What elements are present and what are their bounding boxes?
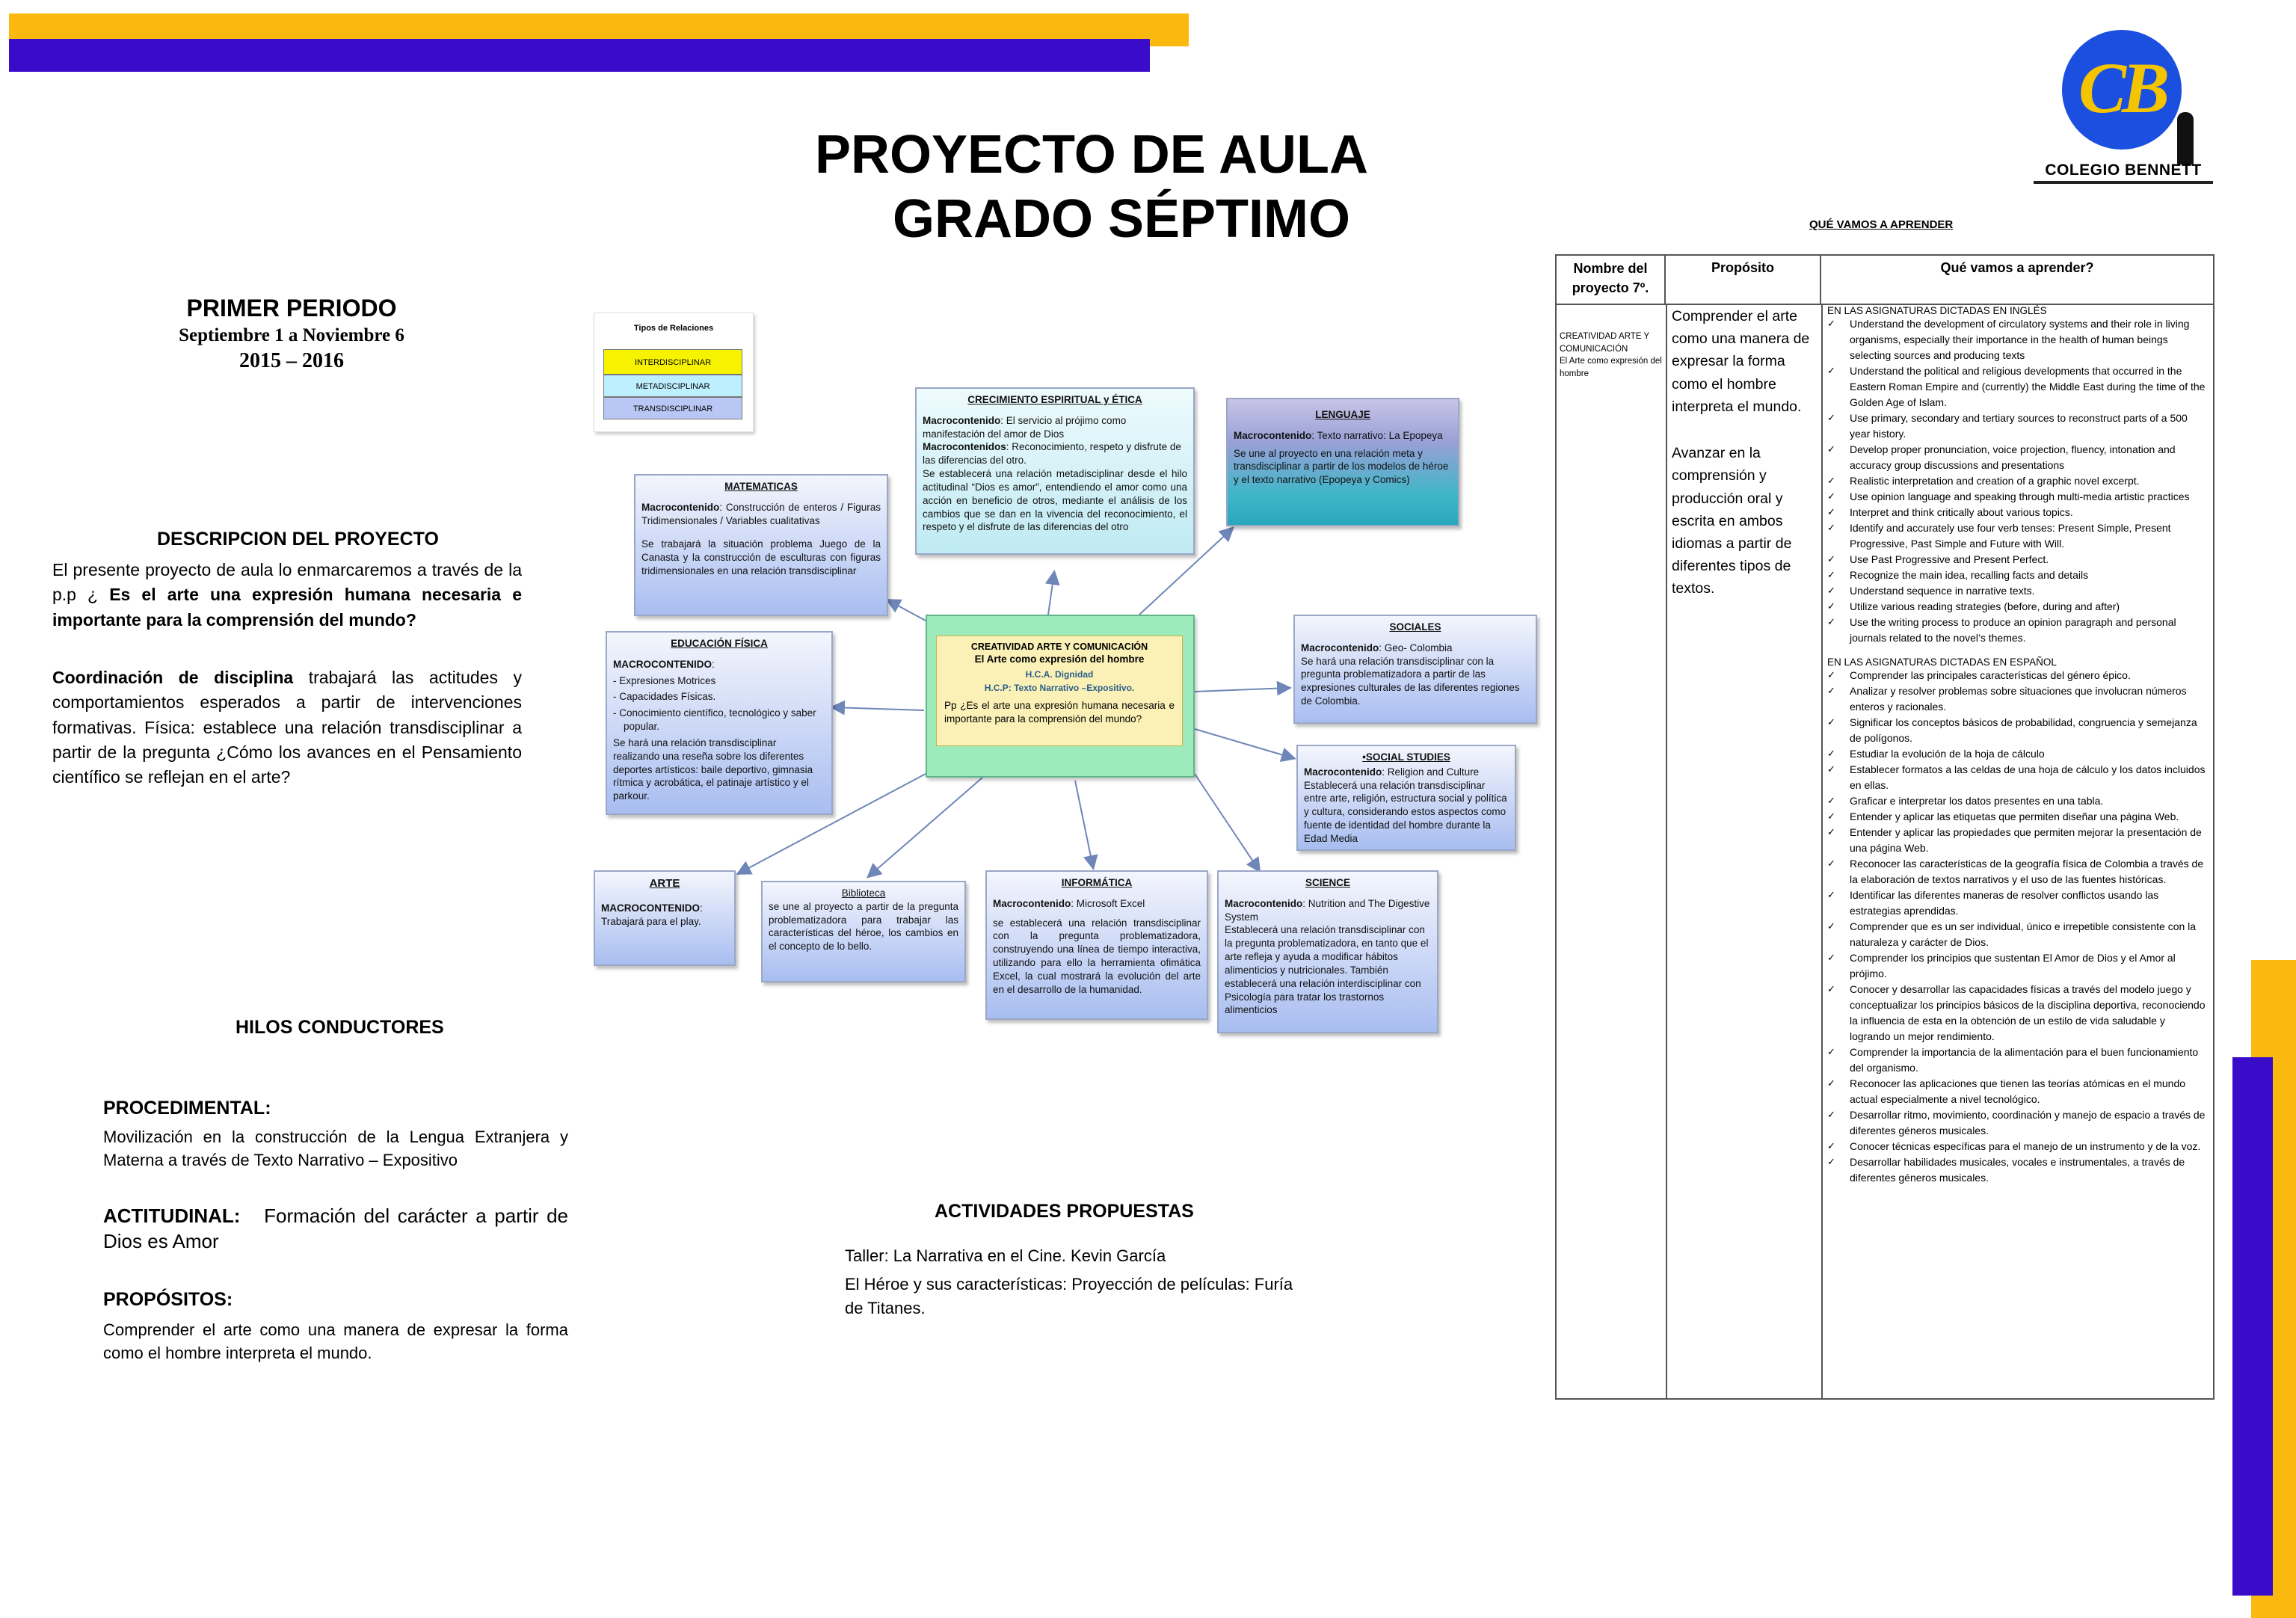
sociales-text: Se hará una relación transdisciplinar con la pregunta problematizadora a partir de las expresiones culturales de las diferentes regiones de Colombia. xyxy=(1301,655,1520,707)
legend-title: Tipos de Relaciones xyxy=(633,324,714,333)
box-science xyxy=(1217,870,1438,1033)
sociales-macro: Macrocontenido: Geo- Colombia xyxy=(1301,642,1453,653)
biblioteca-text: se une al proyecto a partir de la pregunta problematizadora para trabajar las características del héroe, los cambios en el concepto de lo bello. xyxy=(769,900,958,953)
science-title: SCIENCE xyxy=(1305,877,1350,888)
spanish-item: ✓ Graficar e interpretar los datos presentes en una tabla. xyxy=(1827,793,2209,809)
arrow-to-sociales xyxy=(1195,688,1289,692)
project-name-cell xyxy=(1560,330,1663,381)
science-text: Establecerá una relación transdisciplinar con la pregunta problematizadora, en tanto que el arte refleja y ayuda a modificar hábitos alimenticios y nutricionales. También establecerá una relación interdisciplinar con Psicología para tratar los trastornos alimenticios xyxy=(1225,924,1429,1016)
purpose-2: Avanzar en la comprensión y producción oral y escrita en ambos idiomas a partir de diferentes tipos de textos. xyxy=(1672,445,1792,597)
spanish-item: ✓ Estudiar la evolución de la hoja de cálculo xyxy=(1827,746,2209,762)
spanish-heading: EN LAS ASIGNATURAS DICTADAS EN ESPAÑOL xyxy=(1827,656,2057,668)
crecimiento-text: Se establecerá una relación metadisciplinar desde el hilo actitudinal “Dios es amor”, entendiendo el amor como una acción en beneficio de otros, mediante el análisis de los cambios que se dan en la vivencia del reconocimiento, el respeto y el disfrute de las diferencias del otro xyxy=(923,468,1187,533)
arrow-to-socialstudies xyxy=(1195,729,1293,758)
spanish-item: ✓ Establecer formatos a las celdas de una hoja de cálculo y los datos incluidos en ellas. xyxy=(1827,762,2209,793)
propositos-text: Comprender el arte como una manera de expresar la forma como el hombre interpreta el mundo. xyxy=(103,1320,568,1362)
edfisica-item-3: - Conocimiento científico, tecnológico y saber popular. xyxy=(613,707,816,733)
socialstudies-text: Establecerá una relación transdisciplinar entre arte, religión, estructura social y política y cultura, considerando estos aspectos como fuente de identidad del hombre durante la Edad Media xyxy=(1304,779,1507,844)
actividad-item-2: El Héroe y sus características: Proyección de películas: Furía de Titanes. xyxy=(845,1274,1293,1317)
socialstudies-macro: Macrocontenido: Religion and Culture xyxy=(1304,766,1480,778)
table-header xyxy=(1557,256,2213,305)
header-col1: Nombre del proyecto 7º. xyxy=(1557,256,1666,304)
science-macro: Macrocontenido: Nutrition and The Digestive System xyxy=(1225,897,1430,923)
lenguaje-macro: Macrocontenido: Texto narrativo: La Epopeya xyxy=(1234,429,1443,441)
informatica-macro: Macrocontenido: Microsoft Excel xyxy=(993,897,1145,909)
english-item: ✓ Use the writing process to produce an opinion paragraph and personal journals related to the novel’s themes. xyxy=(1827,615,2209,646)
informatica-title: INFORMÁTICA xyxy=(1061,877,1133,888)
edfisica-item-2: - Capacidades Físicas. xyxy=(613,691,716,703)
crecimiento-macro1: Macrocontenido: El servicio al prójimo como manifestación del amor de Dios xyxy=(923,414,1127,440)
spanish-item: ✓ Analizar y resolver problemas sobre situaciones que involucran números enteros y racionales. xyxy=(1827,683,2209,715)
spanish-item: ✓ Desarrollar habilidades musicales, vocales e instrumentales, a través de diferentes géneros musicales. xyxy=(1827,1154,2209,1186)
arrow-to-science xyxy=(1195,774,1259,870)
descripcion-p1-text: El presente proyecto de aula lo enmarcaremos a través de la p.p ¿ xyxy=(52,560,522,605)
header-col3: Qué vamos a aprender? xyxy=(1940,260,2094,275)
center-hcp: H.C.P: Texto Narrativo –Expositivo. xyxy=(984,683,1135,694)
spanish-item: ✓ Identificar las diferentes maneras de resolver conflictos usando las estrategias aprendidas. xyxy=(1827,888,2209,919)
arrow-to-biblioteca xyxy=(869,778,982,876)
spanish-item: ✓ Comprender los principios que sustentan El Amor de Dios y el Amor al prójimo. xyxy=(1827,950,2209,982)
box-edfisica xyxy=(606,631,833,815)
spanish-item: ✓ Reconocer las aplicaciones que tienen las teorías atómicas en el mundo actual especialmente a nivel tecnológico. xyxy=(1827,1076,2209,1107)
spanish-item: ✓ Reconocer las características de la geografía física de Colombia a través de la elaboración de textos narrativos y el uso de las fuentes históricas. xyxy=(1827,856,2209,888)
box-sociales xyxy=(1293,615,1537,724)
legend-transdisciplinar: TRANSDISCIPLINAR xyxy=(603,397,742,419)
informatica-text: se establecerá una relación transdisciplinar con la pregunta problematizadora, construyendo una línea de tiempo interactiva, utilizando para ello la herramienta ofimática Excel, la cual mostrará la evolución del arte en el desarrollo de la humanidad. xyxy=(993,917,1201,995)
english-heading: EN LAS ASIGNATURAS DICTADAS EN INGLÉS xyxy=(1827,305,2047,316)
edfisica-text: Se hará una relación transdisciplinar realizando una reseña sobre los diferentes deportes artísticos: baile deportivo, gimnasia rítmica y acrobática, el patinaje artístico y el parkour. xyxy=(613,736,813,802)
matematicas-macro: Macrocontenido: Construcción de enteros / Figuras Tridimensionales / Variables cualitativas xyxy=(641,501,881,526)
english-item: ✓ Interpret and think critically about various topics. xyxy=(1827,505,2209,520)
box-informatica xyxy=(985,870,1208,1020)
english-item: ✓ Develop proper pronunciation, voice projection, fluency, intonation and accuracy group discussions and presentations xyxy=(1827,442,2209,473)
center-question: Pp ¿Es el arte una expresión humana necesaria e importante para la comprensión del mundo? xyxy=(944,699,1175,725)
arrow-to-matematicas xyxy=(888,600,926,621)
english-list xyxy=(1827,316,2209,646)
lenguaje-text: Se une al proyecto en una relación meta y transdisciplinar a partir de los modelos de héroe y el texto narrativo (Epopeya y Comics) xyxy=(1234,447,1449,486)
arrow-to-informatica xyxy=(1075,781,1093,867)
spanish-item: ✓ Conocer y desarrollar las capacidades físicas a través del modelo juego y conceptualizar los principios básicos de la disciplina deportiva, reconociendo la influencia de esta en la obtención de un estilo de vida saludable y logrando un mejor rendimiento. xyxy=(1827,982,2209,1045)
arte-text: Trabajará para el play. xyxy=(601,915,701,927)
arte-macro: MACROCONTENIDO: xyxy=(601,902,703,914)
actividades-list xyxy=(845,1244,1308,1320)
periodo-name: PRIMER PERIODO xyxy=(186,295,397,322)
title-line1: PROYECTO DE AULA xyxy=(814,125,1369,185)
english-item: ✓ Understand sequence in narrative texts. xyxy=(1827,583,2209,599)
sociales-title: SOCIALES xyxy=(1389,621,1441,633)
actividad-item-1: Taller: La Narrativa en el Cine. Kevin García xyxy=(845,1246,1166,1265)
periodo-dates: Septiembre 1 a Noviembre 6 xyxy=(179,325,404,345)
spanish-list xyxy=(1827,668,2209,1186)
spanish-item: ✓ Comprender las principales características del género épico. xyxy=(1827,668,2209,683)
actitudinal-text: Formación del carácter a partir de Dios es Amor xyxy=(103,1205,568,1252)
english-item: ✓ Understand the development of circulatory systems and their role in living organisms, especially their importance in the health of human beings selecting sources and producing texts xyxy=(1827,316,2209,363)
lenguaje-title: LENGUAJE xyxy=(1315,409,1370,420)
edfisica-macro: MACROCONTENIDO: xyxy=(613,658,715,670)
box-arte xyxy=(594,870,736,966)
spanish-item: ✓ Desarrollar ritmo, movimiento, coordinación y manejo de espacio a través de diferentes géneros musicales. xyxy=(1827,1107,2209,1139)
english-item: ✓ Use primary, secondary and tertiary sources to reconstruct parts of a 500 year history. xyxy=(1827,410,2209,442)
box-crecimiento xyxy=(915,387,1195,555)
english-item: ✓ Recognize the main idea, recalling facts and details xyxy=(1827,567,2209,583)
center-hca: H.C.A. Dignidad xyxy=(1025,668,1094,680)
center-inner xyxy=(936,636,1183,746)
english-item: ✓ Realistic interpretation and creation of a graphic novel excerpt. xyxy=(1827,473,2209,489)
box-socialstudies xyxy=(1296,745,1516,851)
project-name: CREATIVIDAD ARTE Y COMUNICACIÓN xyxy=(1560,332,1649,354)
spanish-item: ✓ Significar los conceptos básicos de probabilidad, congruencia y semejanza de polígonos. xyxy=(1827,715,2209,746)
matematicas-text: Se trabajará la situación problema Juego de la Canasta y la construcción de esculturas con figuras tridimensionales en una relación transdisciplinar xyxy=(641,538,881,577)
arrow-to-edfisica xyxy=(833,707,924,710)
procedimental-heading: PROCEDIMENTAL: xyxy=(103,1098,271,1119)
socialstudies-title: •SOCIAL STUDIES xyxy=(1362,751,1450,763)
legend-metadisciplinar: METADISCIPLINAR xyxy=(603,375,742,397)
spanish-item: ✓ Entender y aplicar las etiquetas que permiten diseñar una página Web. xyxy=(1827,809,2209,825)
purpose-cell xyxy=(1672,305,1818,600)
learn-cell xyxy=(1827,305,2209,1186)
legend-interdisciplinar: INTERDISCIPLINAR xyxy=(603,349,742,375)
coordinacion-text: trabajará las actitudes y comportamientos esperados a partir de intervenciones formativas. Física: establece una relación transdisciplinar a partir de la pregunta ¿Cómo los avances en el Pensamiento científico se reflejan en el arte? xyxy=(52,668,522,787)
actitudinal-heading: ACTITUDINAL: xyxy=(103,1205,241,1227)
english-item: ✓ Understand the political and religious developments that occurred in the Eastern Roman Empire and (currently) the Middle East during the time of the Golden Age of Islam. xyxy=(1827,363,2209,410)
spanish-item: ✓ Comprender la importancia de la alimentación para el buen funcionamiento del organismo. xyxy=(1827,1045,2209,1076)
propositos-heading: PROPÓSITOS: xyxy=(103,1289,233,1310)
box-biblioteca xyxy=(761,881,966,982)
col-divider-1 xyxy=(1666,305,1667,1400)
english-item: ✓ Identify and accurately use four verb tenses: Present Simple, Present Progressive, Past Simple and Future with Will. xyxy=(1827,520,2209,552)
center-title: CREATIVIDAD ARTE Y COMUNICACIÓN xyxy=(970,642,1148,652)
english-item: ✓ Use Past Progressive and Present Perfect. xyxy=(1827,552,2209,567)
col-divider-2 xyxy=(1821,305,1823,1400)
center-box xyxy=(926,615,1195,778)
arte-title: ARTE xyxy=(649,877,680,890)
spanish-item: ✓ Comprender que es un ser individual, único e irrepetible consistente con la naturaleza y carácter de Dios. xyxy=(1827,919,2209,950)
box-matematicas xyxy=(634,474,888,616)
header-col2: Propósito xyxy=(1666,256,1821,304)
coordinacion-label: Coordinación de disciplina xyxy=(52,668,294,687)
title-line2: GRADO SÉPTIMO xyxy=(892,189,1351,250)
descripcion-question: Es el arte una expresión humana necesaria e importante para la comprensión del mundo? xyxy=(52,585,522,630)
learning-table-wrap xyxy=(1555,254,2215,1400)
project-sub: El Arte como expresión del hombre xyxy=(1560,357,1662,379)
spanish-item: ✓ Conocer técnicas específicas para el manejo de un instrumento y de la voz. xyxy=(1827,1139,2209,1154)
edfisica-item-1: - Expresiones Motrices xyxy=(613,674,716,686)
actividades-heading: ACTIVIDADES PROPUESTAS xyxy=(935,1201,1194,1222)
descripcion-heading: DESCRIPCION DEL PROYECTO xyxy=(157,529,439,550)
hilos-heading: HILOS CONDUCTORES xyxy=(236,1017,444,1038)
biblioteca-title: Biblioteca xyxy=(841,888,886,899)
quevamos-heading: QUÉ VAMOS A APRENDER xyxy=(1809,218,1954,231)
logo-name: COLEGIO BENNETT xyxy=(2034,162,2213,184)
center-subtitle: El Arte como expresión del hombre xyxy=(974,653,1145,665)
spanish-item: ✓ Entender y aplicar las propiedades que permiten mejorar la presentación de una página Web. xyxy=(1827,825,2209,856)
english-item: ✓ Use opinion language and speaking through multi-media artistic practices xyxy=(1827,489,2209,505)
purpose-1: Comprender el arte como una manera de expresar la forma como el hombre interpreta el mundo. xyxy=(1672,308,1810,415)
matematicas-title: MATEMATICAS xyxy=(724,481,798,492)
periodo-year: 2015 – 2016 xyxy=(239,349,344,372)
procedimental-text: Movilización en la construcción de la Lengua Extranjera y Materna a través de Texto Narrativo – Expositivo xyxy=(103,1128,568,1169)
english-item: ✓ Utilize various reading strategies (before, during and after) xyxy=(1827,599,2209,615)
logo-initials: CB xyxy=(2078,48,2166,128)
arrow-to-crecimiento xyxy=(1048,573,1054,615)
edfisica-title: EDUCACIÓN FÍSICA xyxy=(671,638,768,649)
box-lenguaje xyxy=(1226,398,1459,526)
crecimiento-macro2: Macrocontenidos: Reconocimiento, respeto y disfrute de las diferencias del otro. xyxy=(923,441,1181,467)
crecimiento-title: CRECIMIENTO ESPIRITUAL y ÉTICA xyxy=(967,394,1142,405)
